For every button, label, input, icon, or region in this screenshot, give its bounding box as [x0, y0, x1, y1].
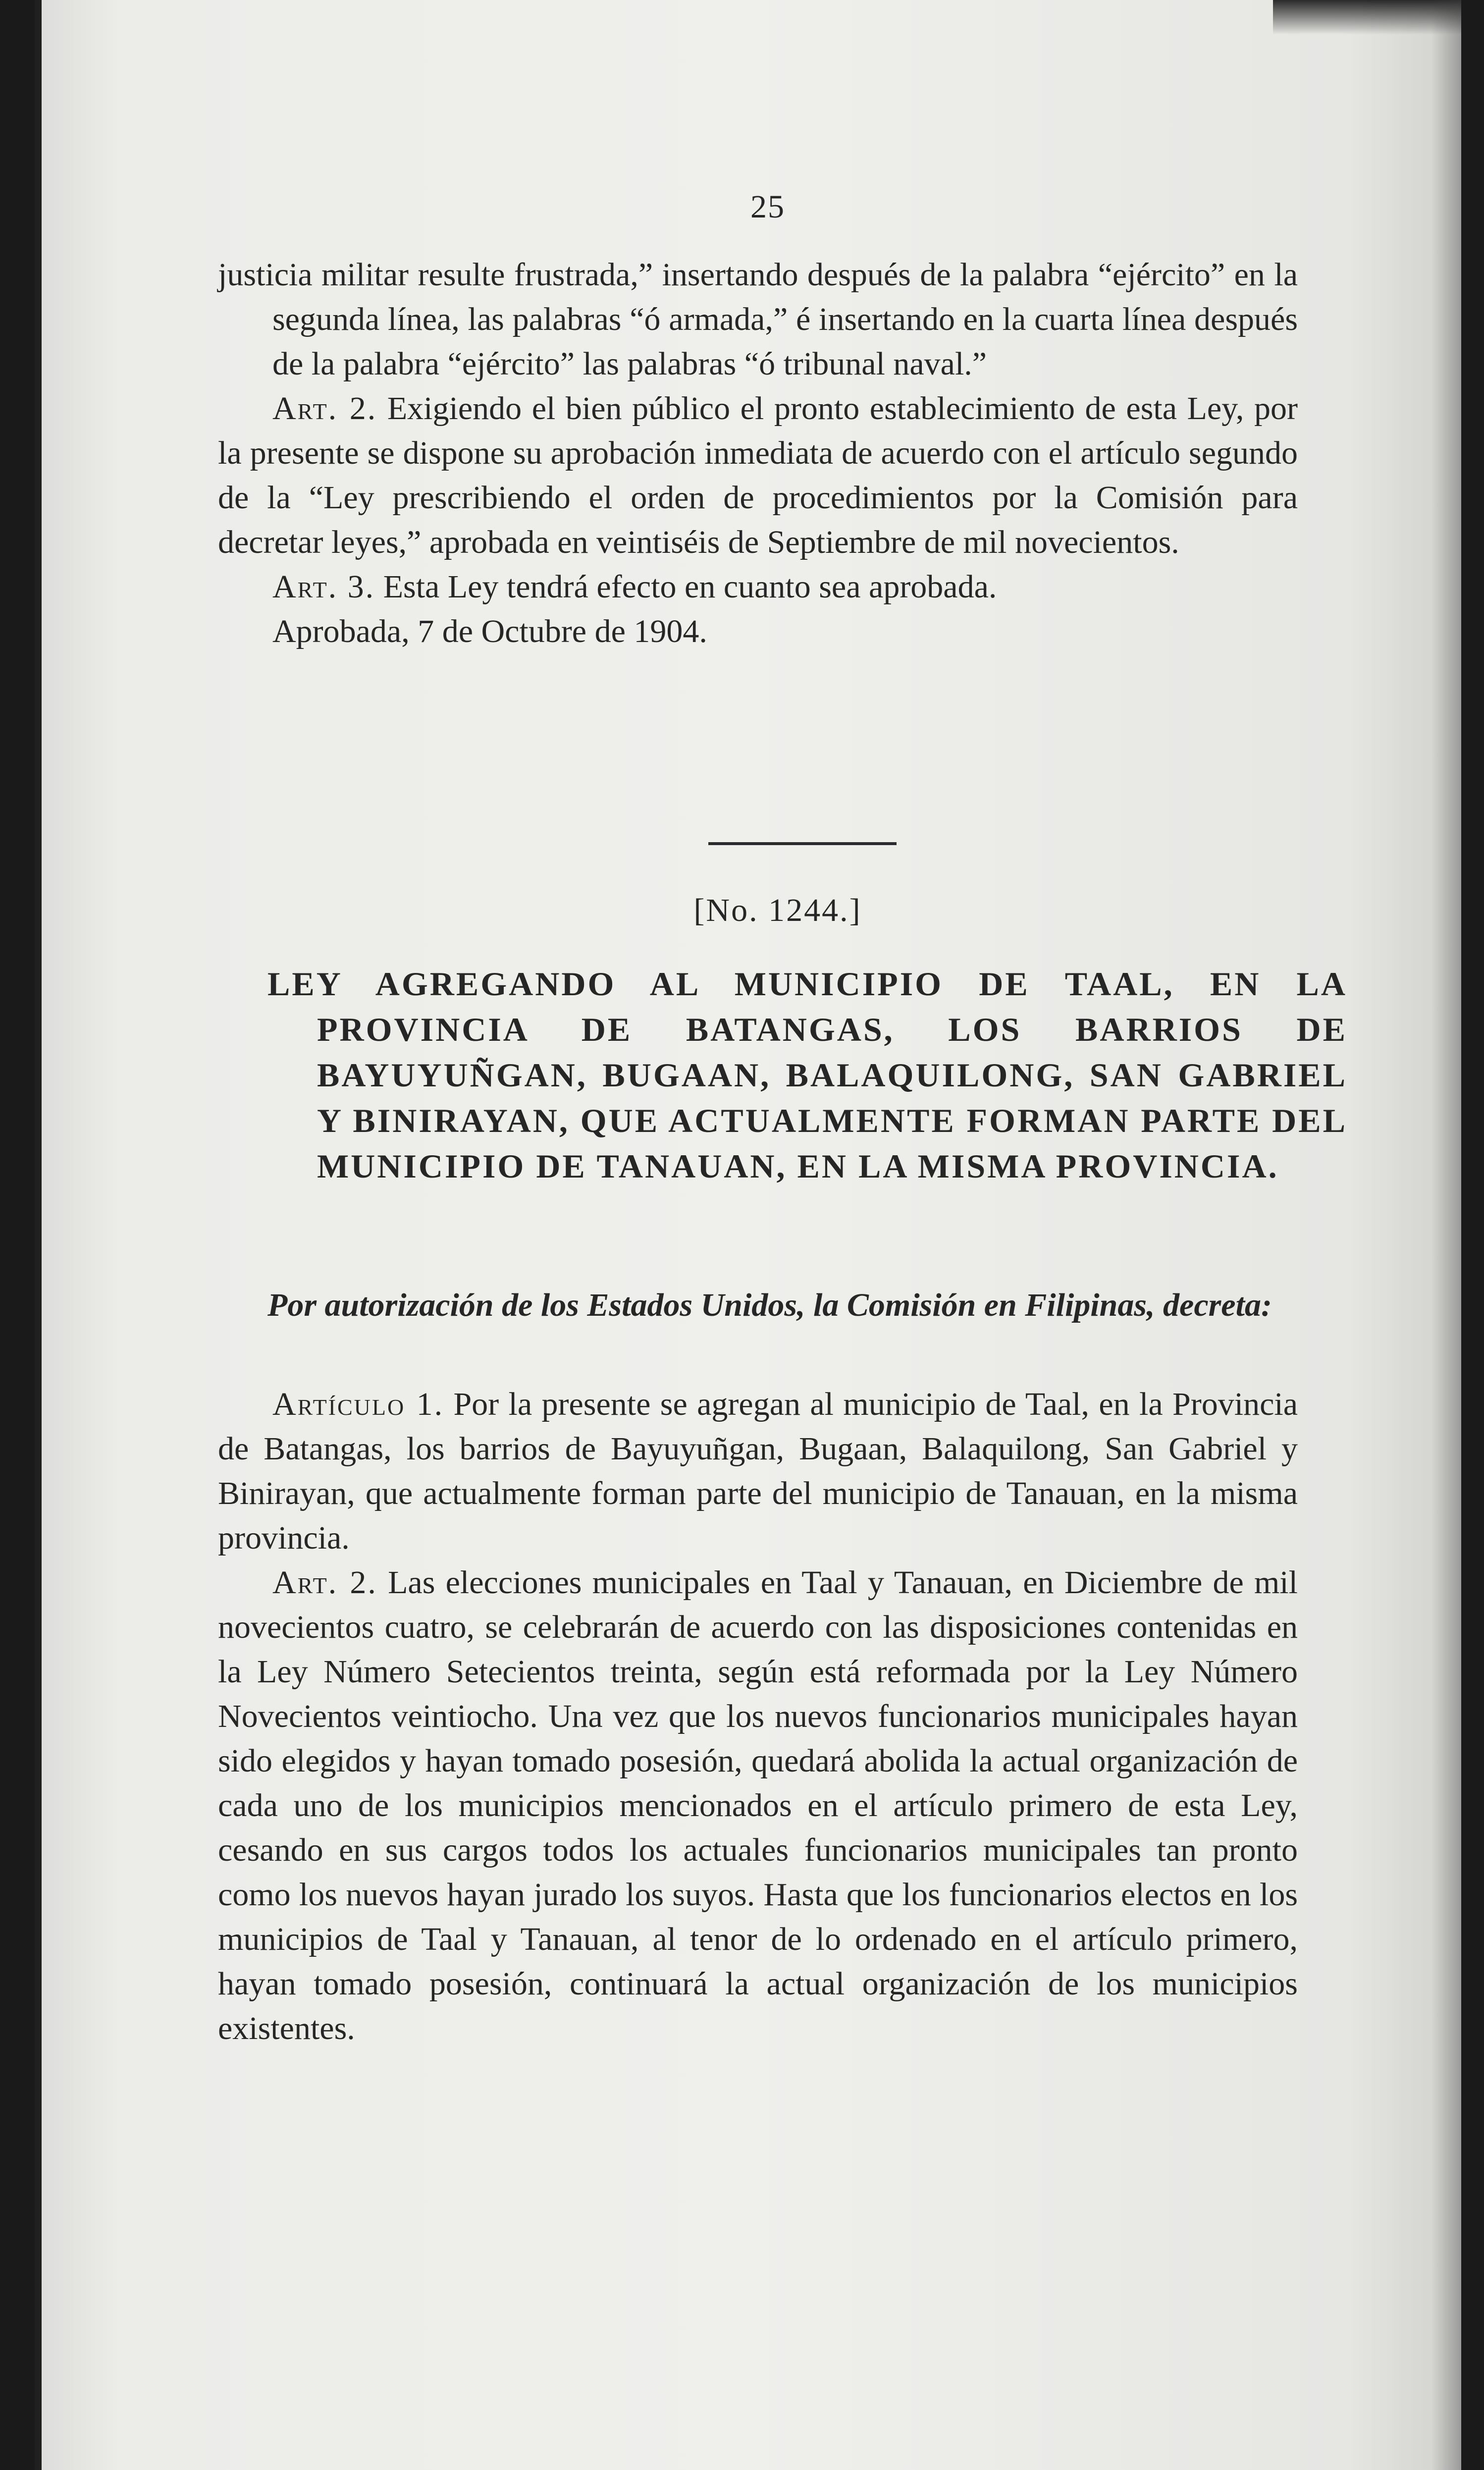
- page-left-border: [35, 0, 42, 2470]
- article-1-paragraph: [218, 1382, 1298, 1560]
- article-2-text: Exigiendo el bien público el pronto establecimiento de esta Ley, por la presente se dispone su aprobación inmediata de acuerdo con el artículo segundo de la “Ley prescribiendo el orden de procedimientos por la Comisión para decretar leyes,” aprobada en veintiséis de Septiembre de mil novecientos.: [218, 390, 1298, 560]
- approval-date: Aprobada, 7 de Octubre de 1904.: [272, 613, 707, 649]
- top-section: [218, 253, 1298, 654]
- article-3-label: Art. 3.: [272, 569, 375, 605]
- article-2-label: Art. 2.: [272, 1564, 377, 1601]
- article-2-text: Las elecciones municipales en Taal y Tanauan, en Diciembre de mil novecientos cuatro, se celebrarán de acuerdo con las disposiciones contenidas en la Ley Número Setecientos treinta, según está reformada por la Ley Número Novecientos veintiocho. Una vez que los nuevos funcionarios municipales hayan sido elegidos y hayan tomado posesión, quedará abolida la actual organización de cada uno de los municipios mencionados en el artículo primero de esta Ley, cesando en sus cargos todos los actuales funcionarios municipales tan pronto como los nuevos hayan jurado los suyos. Hasta que los funcionarios electos en los municipios de Taal y Tanauan, al tenor de lo ordenado en el artículo primero, hayan tomado posesión, continuará la actual organización de los municipios existentes.: [218, 1564, 1298, 2046]
- document-page: [35, 0, 1461, 2470]
- enacting-clause: Por autorización de los Estados Unidos, la Comisión en Filipinas, decreta:: [267, 1287, 1272, 1323]
- article-3-paragraph: [218, 565, 1298, 609]
- continuation-paragraph: justicia militar resulte frustrada,” insertando después de la palabra “ejército” en la segunda línea, las palabras “ó armada,” é insertando en la cuarta línea después de la palabra “ejército” las palabras “ó tribunal naval.”: [218, 257, 1298, 382]
- article-2-label: Art. 2.: [272, 390, 377, 427]
- articles-section: [218, 1382, 1298, 2051]
- article-1-text: Por la presente se agregan al municipio de Taal, en la Provincia de Batangas, los barrios de Bayuyuñgan, Bugaan, Balaquilong, San Gabriel y Binirayan, que actualmente forman parte del municipio de Tanauan, en la misma provincia.: [218, 1386, 1298, 1556]
- page-number: 25: [750, 189, 785, 225]
- law-number: [No. 1244.]: [693, 892, 862, 928]
- article-1-label: Artículo 1.: [272, 1386, 444, 1422]
- article-2-paragraph: [218, 1560, 1298, 2051]
- section-divider: [708, 842, 897, 845]
- page-right-edge: [1431, 0, 1461, 2470]
- article-3-text: Esta Ley tendrá efecto en cuanto sea aprobada.: [375, 569, 997, 605]
- article-2-paragraph: [218, 386, 1298, 565]
- law-title: LEY AGREGANDO AL MUNICIPIO DE TAAL, EN LA PROVINCIA DE BATANGAS, LOS BARRIOS DE BAYUYUÑGAN, BUGAAN, BALAQUILONG, SAN GABRIEL Y BINIRAYAN, QUE ACTUALMENTE FORMAN PARTE DEL MUNICIPIO DE TANAUAN, EN LA MISMA PROVINCIA.: [267, 965, 1347, 1185]
